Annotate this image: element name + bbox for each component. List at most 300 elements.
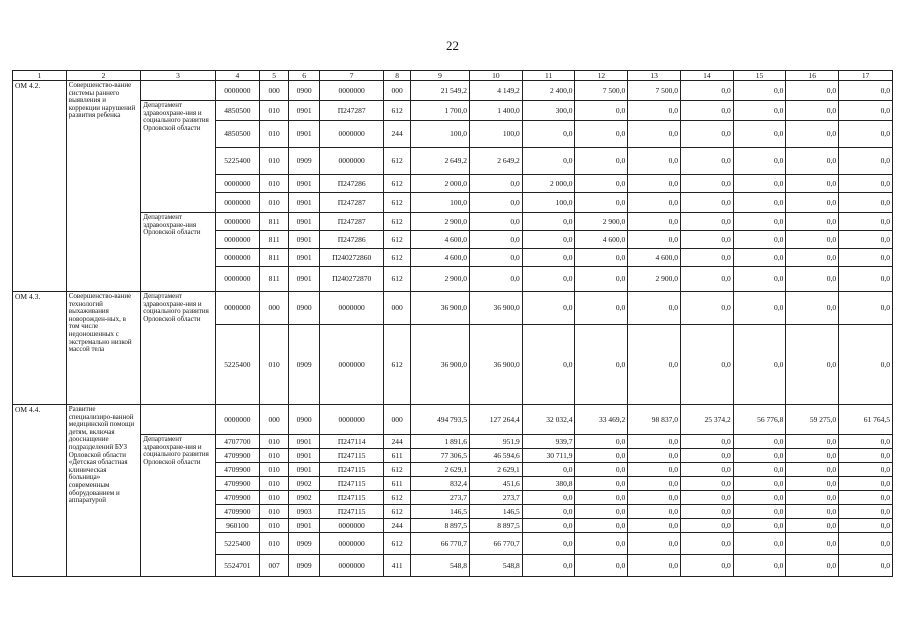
budget-code-cell: 411 (384, 555, 411, 577)
amount-cell: 0,0 (733, 292, 786, 325)
amount-cell: 951,9 (470, 435, 523, 449)
amount-cell: 0,0 (839, 491, 893, 505)
amount-cell: 2 400,0 (522, 81, 575, 101)
budget-code-cell: 811 (260, 213, 289, 231)
budget-code-cell: 010 (260, 491, 289, 505)
amount-cell: 0,0 (470, 175, 523, 193)
budget-code-cell: 010 (260, 463, 289, 477)
amount-cell: 0,0 (680, 435, 733, 449)
amount-cell: 0,0 (680, 477, 733, 491)
budget-code-cell: 0000000 (320, 519, 384, 533)
amount-cell: 0,0 (522, 505, 575, 519)
amount-cell: 0,0 (470, 231, 523, 249)
budget-code-cell: 4707700 (215, 435, 259, 449)
amount-cell: 0,0 (575, 463, 628, 477)
amount-cell: 0,0 (680, 81, 733, 101)
amount-cell: 0,0 (733, 101, 786, 121)
table-row (13, 292, 893, 325)
amount-cell: 0,0 (680, 325, 733, 405)
amount-cell: 0,0 (628, 463, 681, 477)
budget-code-cell: 612 (384, 148, 411, 175)
budget-code-cell: 0000000 (215, 292, 259, 325)
amount-cell: 0,0 (628, 435, 681, 449)
amount-cell: 494 793,5 (411, 405, 470, 435)
amount-cell: 0,0 (575, 533, 628, 555)
amount-cell: 0,0 (733, 193, 786, 213)
amount-cell: 2 900,0 (411, 267, 470, 292)
budget-code-cell: 0903 (289, 505, 320, 519)
measure-code: ОМ 4.3. (13, 292, 67, 405)
amount-cell: 0,0 (733, 81, 786, 101)
budget-code-cell: 0909 (289, 325, 320, 405)
column-number-cell: 13 (628, 71, 681, 81)
budget-code-cell: 010 (260, 519, 289, 533)
amount-cell: 0,0 (839, 533, 893, 555)
budget-code-cell: 4709900 (215, 463, 259, 477)
amount-cell: 0,0 (522, 533, 575, 555)
budget-code-cell: 244 (384, 435, 411, 449)
amount-cell: 0,0 (575, 491, 628, 505)
budget-code-cell: П247287 (320, 193, 384, 213)
budget-code-cell: 0000000 (215, 213, 259, 231)
measure-name: Совершенство-вание технологий выхаживания новорожден-ных, в том числе недоношенных с экстремально низкой массой тела (66, 292, 140, 405)
column-number-cell: 6 (289, 71, 320, 81)
budget-code-cell: 811 (260, 267, 289, 292)
amount-cell: 0,0 (733, 519, 786, 533)
amount-cell: 0,0 (575, 449, 628, 463)
budget-code-cell: П247115 (320, 477, 384, 491)
budget-table (12, 70, 893, 577)
column-number-cell: 10 (470, 71, 523, 81)
amount-cell: 0,0 (575, 175, 628, 193)
amount-cell: 0,0 (786, 231, 839, 249)
budget-code-cell: 010 (260, 477, 289, 491)
amount-cell: 0,0 (839, 292, 893, 325)
measure-name: Развитие специализиро-ванной медицинской помощи детям, включая дооснащение подразделений БУЗ Орловской области «Детская областная клиническая больница» современным оборудованием и аппаратурой (66, 405, 140, 577)
amount-cell: 0,0 (522, 519, 575, 533)
column-number-cell: 11 (522, 71, 575, 81)
budget-code-cell: 0901 (289, 101, 320, 121)
amount-cell: 0,0 (628, 121, 681, 148)
budget-code-cell: П247115 (320, 449, 384, 463)
amount-cell: 0,0 (733, 477, 786, 491)
amount-cell: 0,0 (470, 249, 523, 267)
amount-cell: 0,0 (575, 121, 628, 148)
budget-code-cell: 0000000 (320, 292, 384, 325)
budget-code-cell: 4709900 (215, 449, 259, 463)
amount-cell: 0,0 (628, 519, 681, 533)
budget-code-cell: 811 (260, 231, 289, 249)
table-row (13, 101, 893, 121)
budget-code-cell: 000 (384, 81, 411, 101)
amount-cell: 0,0 (733, 463, 786, 477)
amount-cell: 4 600,0 (411, 231, 470, 249)
column-number-cell: 7 (320, 71, 384, 81)
budget-code-cell: 000 (384, 405, 411, 435)
budget-code-cell: 4709900 (215, 477, 259, 491)
amount-cell: 0,0 (733, 267, 786, 292)
page-number: 22 (446, 38, 459, 53)
amount-cell: 4 600,0 (575, 231, 628, 249)
budget-code-cell: 612 (384, 101, 411, 121)
amount-cell: 77 306,5 (411, 449, 470, 463)
amount-cell: 0,0 (680, 505, 733, 519)
budget-code-cell: 0000000 (320, 148, 384, 175)
amount-cell: 0,0 (522, 491, 575, 505)
amount-cell: 0,0 (839, 193, 893, 213)
amount-cell: 0,0 (839, 267, 893, 292)
amount-cell: 146,5 (470, 505, 523, 519)
column-number-cell: 15 (733, 71, 786, 81)
amount-cell: 0,0 (786, 175, 839, 193)
amount-cell: 0,0 (733, 148, 786, 175)
amount-cell: 548,8 (470, 555, 523, 577)
budget-code-cell: 811 (260, 249, 289, 267)
budget-code-cell: 612 (384, 213, 411, 231)
column-number-cell: 16 (786, 71, 839, 81)
amount-cell: 0,0 (522, 325, 575, 405)
budget-code-cell: 010 (260, 148, 289, 175)
amount-cell: 0,0 (839, 555, 893, 577)
executor-department: Департамент здравоохране-ния и социального развития Орловской области (141, 435, 215, 577)
budget-code-cell: 4850500 (215, 101, 259, 121)
column-number-cell: 14 (680, 71, 733, 81)
amount-cell: 2 000,0 (522, 175, 575, 193)
budget-code-cell: 612 (384, 193, 411, 213)
amount-cell: 0,0 (839, 101, 893, 121)
budget-code-cell: П247286 (320, 231, 384, 249)
measure-code: ОМ 4.4. (13, 405, 67, 577)
amount-cell: 0,0 (839, 148, 893, 175)
amount-cell: 0,0 (522, 121, 575, 148)
amount-cell: 0,0 (575, 101, 628, 121)
amount-cell: 0,0 (628, 533, 681, 555)
amount-cell: 0,0 (839, 249, 893, 267)
amount-cell: 0,0 (733, 121, 786, 148)
amount-cell: 0,0 (575, 505, 628, 519)
amount-cell: 0,0 (680, 249, 733, 267)
budget-code-cell: 612 (384, 325, 411, 405)
amount-cell: 0,0 (628, 148, 681, 175)
amount-cell: 0,0 (786, 267, 839, 292)
budget-code-cell: 0000000 (215, 231, 259, 249)
amount-cell: 0,0 (522, 555, 575, 577)
budget-code-cell: 007 (260, 555, 289, 577)
amount-cell: 2 649,2 (470, 148, 523, 175)
amount-cell: 146,5 (411, 505, 470, 519)
table-row (13, 81, 893, 101)
amount-cell: 59 275,0 (786, 405, 839, 435)
amount-cell: 1 700,0 (411, 101, 470, 121)
budget-code-cell: 612 (384, 533, 411, 555)
amount-cell: 0,0 (575, 267, 628, 292)
column-number-cell: 9 (411, 71, 470, 81)
amount-cell: 0,0 (839, 477, 893, 491)
budget-code-cell: 010 (260, 533, 289, 555)
amount-cell: 2 629,1 (470, 463, 523, 477)
amount-cell: 832,4 (411, 477, 470, 491)
budget-code-cell: П247115 (320, 491, 384, 505)
budget-code-cell: 4709900 (215, 491, 259, 505)
budget-code-cell: 611 (384, 477, 411, 491)
amount-cell: 0,0 (839, 175, 893, 193)
budget-code-cell: 0000000 (215, 175, 259, 193)
amount-cell: 0,0 (680, 148, 733, 175)
amount-cell: 36 900,0 (411, 325, 470, 405)
column-number-cell: 4 (215, 71, 259, 81)
budget-code-cell: 4709900 (215, 505, 259, 519)
amount-cell: 939,7 (522, 435, 575, 449)
amount-cell: 0,0 (680, 533, 733, 555)
amount-cell: 46 594,6 (470, 449, 523, 463)
amount-cell: 0,0 (839, 505, 893, 519)
amount-cell: 0,0 (628, 292, 681, 325)
amount-cell: 0,0 (575, 292, 628, 325)
amount-cell: 0,0 (522, 292, 575, 325)
column-number-cell: 5 (260, 71, 289, 81)
amount-cell: 0,0 (839, 449, 893, 463)
budget-code-cell: 0000000 (215, 81, 259, 101)
amount-cell: 0,0 (680, 193, 733, 213)
amount-cell: 127 264,4 (470, 405, 523, 435)
amount-cell: 30 711,9 (522, 449, 575, 463)
amount-cell: 0,0 (786, 249, 839, 267)
budget-code-cell: 0901 (289, 175, 320, 193)
column-number-cell: 2 (66, 71, 140, 81)
amount-cell: 2 900,0 (411, 213, 470, 231)
measure-code: ОМ 4.2. (13, 81, 67, 292)
column-number-cell: 1 (13, 71, 67, 81)
budget-code-cell: П247114 (320, 435, 384, 449)
budget-code-cell: 5225400 (215, 533, 259, 555)
budget-code-cell: 010 (260, 435, 289, 449)
amount-cell: 0,0 (628, 213, 681, 231)
budget-code-cell: 5225400 (215, 325, 259, 405)
column-number-cell: 8 (384, 71, 411, 81)
budget-code-cell: 000 (260, 81, 289, 101)
amount-cell: 0,0 (786, 101, 839, 121)
amount-cell: 8 897,5 (470, 519, 523, 533)
measure-name: Совершенство-вание системы раннего выявления и коррекции нарушений развития ребенка (66, 81, 140, 292)
budget-code-cell: 0900 (289, 292, 320, 325)
amount-cell: 0,0 (628, 325, 681, 405)
budget-code-cell: 612 (384, 267, 411, 292)
amount-cell: 4 600,0 (411, 249, 470, 267)
budget-code-cell: 010 (260, 505, 289, 519)
amount-cell: 0,0 (839, 81, 893, 101)
amount-cell: 36 900,0 (470, 292, 523, 325)
amount-cell: 0,0 (733, 533, 786, 555)
amount-cell: 273,7 (411, 491, 470, 505)
amount-cell: 548,8 (411, 555, 470, 577)
budget-code-cell: 010 (260, 325, 289, 405)
budget-code-cell: 612 (384, 505, 411, 519)
table-row (13, 405, 893, 435)
amount-cell: 0,0 (733, 505, 786, 519)
budget-code-cell: 0000000 (320, 405, 384, 435)
budget-code-cell: 010 (260, 193, 289, 213)
budget-code-cell: 010 (260, 101, 289, 121)
budget-code-cell: 244 (384, 519, 411, 533)
amount-cell: 4 149,2 (470, 81, 523, 101)
amount-cell: 100,0 (411, 193, 470, 213)
budget-code-cell: 0909 (289, 533, 320, 555)
amount-cell: 0,0 (786, 292, 839, 325)
amount-cell: 2 629,1 (411, 463, 470, 477)
amount-cell: 0,0 (786, 213, 839, 231)
amount-cell: 0,0 (628, 175, 681, 193)
budget-code-cell: 000 (260, 292, 289, 325)
amount-cell: 0,0 (628, 555, 681, 577)
executor-cell-empty (141, 81, 215, 101)
budget-code-cell: 0000000 (215, 193, 259, 213)
budget-code-cell: 010 (260, 449, 289, 463)
budget-code-cell: 0902 (289, 491, 320, 505)
amount-cell: 0,0 (470, 193, 523, 213)
amount-cell: 0,0 (522, 231, 575, 249)
budget-code-cell: 0900 (289, 81, 320, 101)
amount-cell: 0,0 (522, 267, 575, 292)
amount-cell: 0,0 (786, 477, 839, 491)
amount-cell: 0,0 (522, 148, 575, 175)
amount-cell: 0,0 (786, 519, 839, 533)
amount-cell: 0,0 (786, 449, 839, 463)
budget-code-cell: 4850500 (215, 121, 259, 148)
amount-cell: 0,0 (575, 477, 628, 491)
budget-code-cell: 0000000 (320, 533, 384, 555)
amount-cell: 0,0 (575, 555, 628, 577)
amount-cell: 2 900,0 (575, 213, 628, 231)
amount-cell: 66 770,7 (411, 533, 470, 555)
budget-code-cell: П240272870 (320, 267, 384, 292)
amount-cell: 0,0 (680, 519, 733, 533)
executor-department: Департамент здравоохране-ния и социального развития Орловской области (141, 292, 215, 405)
budget-code-cell: 000 (260, 405, 289, 435)
amount-cell: 0,0 (786, 121, 839, 148)
budget-code-cell: 5225400 (215, 148, 259, 175)
amount-cell: 0,0 (733, 175, 786, 193)
budget-code-cell: 5524701 (215, 555, 259, 577)
amount-cell: 8 897,5 (411, 519, 470, 533)
executor-department: Департамент здравоохране-ния Орловской области (141, 213, 215, 292)
amount-cell: 0,0 (522, 249, 575, 267)
budget-code-cell: 0000000 (215, 249, 259, 267)
budget-code-cell: 0901 (289, 435, 320, 449)
budget-code-cell: 0901 (289, 231, 320, 249)
amount-cell: 0,0 (786, 193, 839, 213)
amount-cell: 0,0 (786, 533, 839, 555)
budget-code-cell: 0000000 (320, 325, 384, 405)
budget-code-cell: 010 (260, 175, 289, 193)
amount-cell: 0,0 (733, 213, 786, 231)
amount-cell: 0,0 (733, 491, 786, 505)
budget-code-cell: П247115 (320, 463, 384, 477)
amount-cell: 0,0 (522, 213, 575, 231)
budget-code-cell: 0000000 (320, 81, 384, 101)
budget-code-cell: 0901 (289, 193, 320, 213)
amount-cell: 2 649,2 (411, 148, 470, 175)
column-number-cell: 3 (141, 71, 215, 81)
amount-cell: 100,0 (411, 121, 470, 148)
amount-cell: 0,0 (628, 193, 681, 213)
amount-cell: 100,0 (470, 121, 523, 148)
budget-code-cell: 0901 (289, 449, 320, 463)
executor-cell-empty (141, 405, 215, 435)
budget-code-cell: 0900 (289, 405, 320, 435)
budget-code-cell: 244 (384, 121, 411, 148)
amount-cell: 0,0 (839, 519, 893, 533)
column-number-row (13, 71, 893, 81)
amount-cell: 0,0 (839, 121, 893, 148)
amount-cell: 0,0 (733, 249, 786, 267)
amount-cell: 0,0 (680, 121, 733, 148)
amount-cell: 56 776,8 (733, 405, 786, 435)
amount-cell: 300,0 (522, 101, 575, 121)
amount-cell: 21 549,2 (411, 81, 470, 101)
amount-cell: 0,0 (786, 505, 839, 519)
budget-code-cell: 612 (384, 491, 411, 505)
amount-cell: 4 600,0 (628, 249, 681, 267)
amount-cell: 0,0 (575, 435, 628, 449)
amount-cell: 0,0 (839, 463, 893, 477)
amount-cell: 0,0 (628, 231, 681, 249)
budget-code-cell: 0000000 (215, 267, 259, 292)
budget-code-cell: 0000000 (320, 121, 384, 148)
amount-cell: 0,0 (680, 463, 733, 477)
budget-code-cell: 000 (384, 292, 411, 325)
budget-code-cell: 0909 (289, 555, 320, 577)
amount-cell: 0,0 (680, 267, 733, 292)
amount-cell: 0,0 (470, 267, 523, 292)
budget-code-cell: П247115 (320, 505, 384, 519)
amount-cell: 2 000,0 (411, 175, 470, 193)
amount-cell: 0,0 (575, 148, 628, 175)
amount-cell: 0,0 (733, 555, 786, 577)
budget-code-cell: П240272860 (320, 249, 384, 267)
column-number-cell: 12 (575, 71, 628, 81)
budget-code-cell: 0901 (289, 519, 320, 533)
amount-cell: 0,0 (575, 519, 628, 533)
budget-code-cell: 612 (384, 231, 411, 249)
amount-cell: 0,0 (628, 477, 681, 491)
amount-cell: 0,0 (786, 491, 839, 505)
amount-cell: 0,0 (680, 101, 733, 121)
budget-code-cell: 010 (260, 121, 289, 148)
amount-cell: 0,0 (733, 231, 786, 249)
amount-cell: 451,6 (470, 477, 523, 491)
column-number-cell: 17 (839, 71, 893, 81)
amount-cell: 0,0 (839, 231, 893, 249)
amount-cell: 0,0 (575, 249, 628, 267)
amount-cell: 66 770,7 (470, 533, 523, 555)
amount-cell: 0,0 (786, 81, 839, 101)
budget-code-cell: 0901 (289, 213, 320, 231)
budget-code-cell: 0000000 (320, 555, 384, 577)
amount-cell: 0,0 (786, 325, 839, 405)
amount-cell: 0,0 (733, 435, 786, 449)
budget-code-cell: 960100 (215, 519, 259, 533)
amount-cell: 0,0 (733, 325, 786, 405)
amount-cell: 36 900,0 (411, 292, 470, 325)
amount-cell: 0,0 (680, 213, 733, 231)
amount-cell: 0,0 (628, 449, 681, 463)
budget-code-cell: 0901 (289, 249, 320, 267)
amount-cell: 25 374,2 (680, 405, 733, 435)
amount-cell: 0,0 (786, 463, 839, 477)
budget-code-cell: 0909 (289, 148, 320, 175)
budget-code-cell: 612 (384, 463, 411, 477)
amount-cell: 0,0 (786, 435, 839, 449)
